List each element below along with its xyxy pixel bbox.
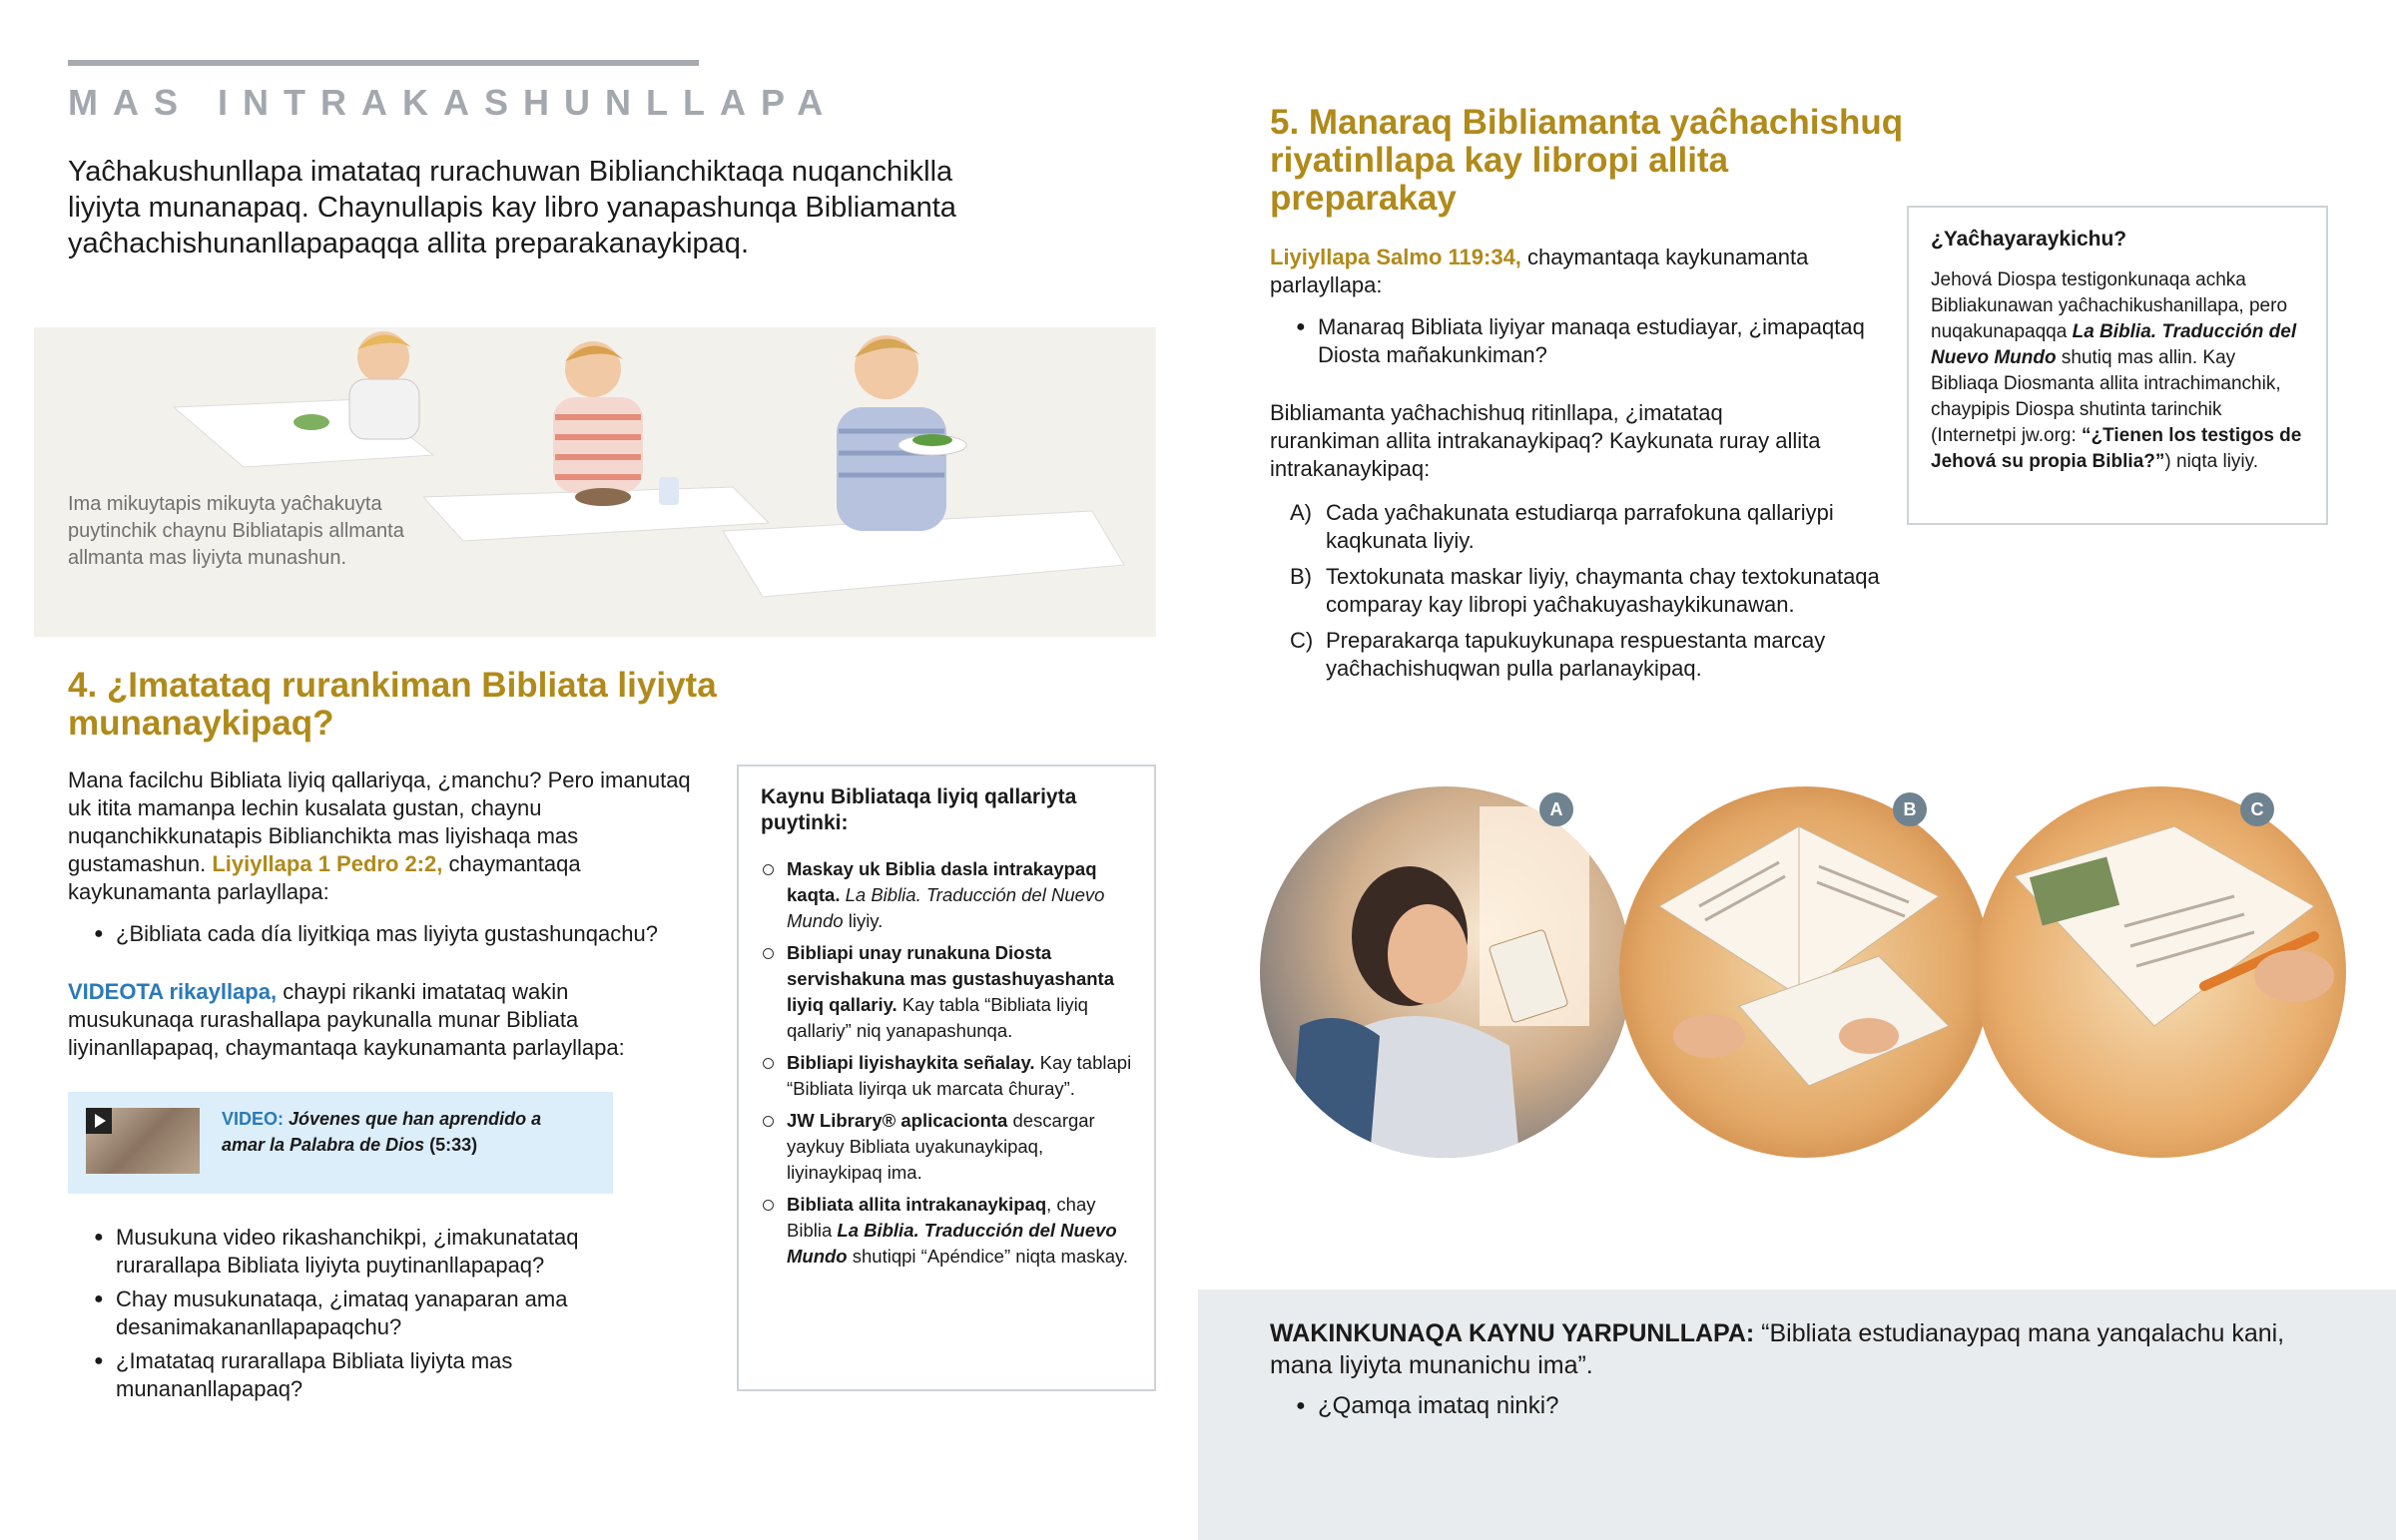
video-card-text[interactable] [222,1106,581,1158]
tip-bold: Bibliapi unay runakuna Diosta servishakuna mas gustashuyashanta liyiq qallariy. [787,942,1115,1015]
tip-text-end: liyiy. [843,910,884,931]
video-paragraph-rest: chaypi rikanki imatataq wakin musukunaqa rurashallapa paykunalla munar Bibliata liyinanllapapaq, chaymantaqa kaykunamanta parlayllapa: [68,979,625,1060]
video-paragraph [68,978,667,1062]
video-title: Jóvenes que han aprendido a amar la Palabra de Dios [222,1109,542,1155]
did-you-know-text-1: Jehová Diospa testigonkunaqa achka Bibliakunawan yaĉhachikushanillapa, pero nuqakunapaqqa [1931,269,2288,342]
open-books-art [1619,786,1991,1158]
study-step [1290,627,1909,683]
video-duration: (5:33) [429,1135,478,1155]
boy-eating-illustration [34,327,1156,637]
tip-bold: Maskay uk Biblia dasla intrakaypaq kaqta. [787,858,1097,905]
section-4-paragraph-start: Mana facilchu Bibliata liyiq qallariyqa, ¿manchu? Pero imanutaq uk itita mamanpa lechin kusalata gustan, chaynu nuqanchikkunatapis Biblianchikta mas liyishaqa mas gustamashun. [68,768,691,876]
section-4-title: 4. ¿Imatataq rurankiman Bibliata liyiyta munanaykipaq? [68,666,717,743]
did-you-know-text-3: ) niqta liyiy. [2164,451,2259,472]
study-step [1290,499,1909,555]
illustration-caption: Ima mikuytapis mikuyta yaĉhakuyta puytinchik chaynu Bibliatapis allmanta allmanta mas liyiyta munashun. [68,493,404,569]
intro-paragraph: Yaĉhakushunllapa imatataq rurachuwan Biblianchiktaqa nuqanchiklla liyiyta munanapaq. Chaynullapis kay libro yanapashunqa Bibliamanta yaĉhachishunanllapapaqqa allita preparakanaykipaq. [68,156,956,259]
study-steps-list [1290,499,1909,691]
tip-text: descargar yaykuy Bibliata uyakunaykipaq, liyinaykipaq ima. [787,1110,1095,1183]
section-5-title: 5. Manaraq Bibliamanta yaĉhachishuq riyatinllapa kay libropi allita preparakay [1270,103,1904,218]
badge-c: C [2240,792,2274,826]
tip-item [761,1192,1132,1270]
bible-title-italic: La Biblia. Traducción del Nuevo Mundo [1931,321,2297,368]
section-5-question-list [1270,313,1889,375]
question-item: ● Chay musukunataqa, ¿imataq yanaparan ama desanimakananllapapaqchu? [68,1285,687,1341]
jw-org-article-link[interactable]: “¿Tienen los testigos de Jehová su propia Biblia?” [1931,425,2302,472]
study-step [1290,563,1909,619]
tip-bold: Bibliata allita intrakanaykipaq [787,1194,1047,1215]
tip-text: , chay Biblia [787,1194,1096,1241]
step-key: B) [1290,564,1312,589]
tip-italic: La Biblia. Traducción del Nuevo Mundo [787,1220,1117,1267]
video-question-list [68,1224,687,1409]
marking-book-art [1975,786,2346,1158]
section-4-paragraph-end: chaymantaqa kaykunamanta parlayllapa: [68,851,581,904]
step-text: Textokunata maskar liyiy, chaymanta chay textokunataqa comparay kay libropi yaĉhakuyashaykikunawan. [1326,564,1880,617]
question-item: ● ¿Qamqa imataq ninki? [1270,1391,1869,1421]
question-item: ● ¿Imatataq rurarallapa Bibliata liyiyta mas munananllapapaq? [68,1347,687,1403]
others-think-statement [1270,1317,2288,1381]
question-item: ● ¿Bibliata cada día liyitkiqa mas liyiyta gustashunqachu? [68,920,727,948]
tip-italic: La Biblia. Traducción del Nuevo Mundo [787,884,1105,931]
illustration-b-book-and-bible [1619,786,1991,1158]
boy-eating-illustration-art [34,327,1156,637]
scripture-link-1-pedro[interactable]: Liyiyllapa 1 Pedro 2:2, [212,851,443,876]
more-heading: MAS INTRAKASHUNLLAPA [68,82,839,123]
others-think-question-list [1270,1391,1869,1427]
video-thumbnail[interactable] [86,1108,200,1174]
tip-text: Kay tabla “Bibliata liyiq qallariy” niq yanapashunqa. [787,994,1088,1041]
section-4-question-list [68,920,727,954]
illustration-a-girl-reading [1260,786,1631,1158]
did-you-know-text-2: shutiq mas allin. Kay Bibliaqa Diosmanta allita intrachimanchik, chaypipis Diospa shutinta tarinchik (Internetpi jw.org: [1931,347,2281,446]
others-think-quote: “Bibliata estudianaypaq mana yanqalachu kani, mana liyiyta munanichu ima”. [1270,1319,2285,1379]
tip-bold: Bibliapi liyishaykita señalay. [787,1052,1035,1073]
video-link[interactable]: VIDEOTA rikayllapa, [68,979,278,1004]
scripture-link-salmo[interactable]: Liyiyllapa Salmo 119:34, [1270,245,1521,269]
section-5-scripture-rest: chaymantaqa kaykunamanta parlayllapa: [1270,245,1809,297]
tip-item [761,1050,1132,1102]
section-5-scripture-paragraph [1270,244,1889,299]
tip-text: Kay tablapi “Bibliata liyirqa uk marcata ĉhuray”. [787,1052,1132,1099]
tips-title: Kaynu Bibliataqa liyiq qallariyta puytinki: [761,785,1077,834]
did-you-know-box [1907,206,2328,525]
did-you-know-title: ¿Yaĉhayaraykichu? [1931,228,2127,251]
reading-tips-box [737,765,1156,1391]
video-label: VIDEO: [222,1109,285,1129]
question-item: ● Musukuna video rikashanchikpi, ¿imakunatataq rurarallapa Bibliata liyiyta puytinanllapapaq? [68,1224,687,1280]
girl-reading-art [1260,786,1631,1158]
section-5-paragraph: Bibliamanta yaĉhachishuq ritinllapa, ¿imatataq rurankiman allita intrakanaykipaq? Kaykunata ruray allita intrakanaykipaq: [1270,400,1821,481]
step-text: Preparakarqa tapukuykunapa respuestanta marcay yaĉhachishuqwan pulla parlanaykipaq. [1326,628,1826,681]
tip-bold: JW Library® aplicacionta [787,1110,1008,1131]
did-you-know-text [1931,267,2304,475]
badge-b: B [1893,792,1927,826]
video-card[interactable] [68,1092,613,1194]
illustration-c-marking-answers [1975,786,2346,1158]
tip-text-end: shutiqpi “Apéndice” niqta maskay. [847,1246,1129,1267]
top-rule [68,60,699,66]
step-text: Cada yaĉhakunata estudiarqa parrafokuna qallariypi kaqkunata liyiy. [1326,500,1834,553]
play-icon[interactable] [86,1108,112,1134]
step-key: A) [1290,500,1312,525]
step-key: C) [1290,628,1314,653]
others-think-label: WAKINKUNAQA KAYNU YARPUNLLAPA: [1270,1319,1755,1347]
badge-a: A [1539,792,1573,826]
section-4-paragraph [68,767,707,906]
tip-item [761,1108,1132,1186]
tip-item [761,856,1132,934]
question-item: ● Manaraq Bibliata liyiyar manaqa estudiayar, ¿imapaqtaq Diosta mañakunkiman? [1270,313,1889,369]
tip-item [761,940,1132,1044]
